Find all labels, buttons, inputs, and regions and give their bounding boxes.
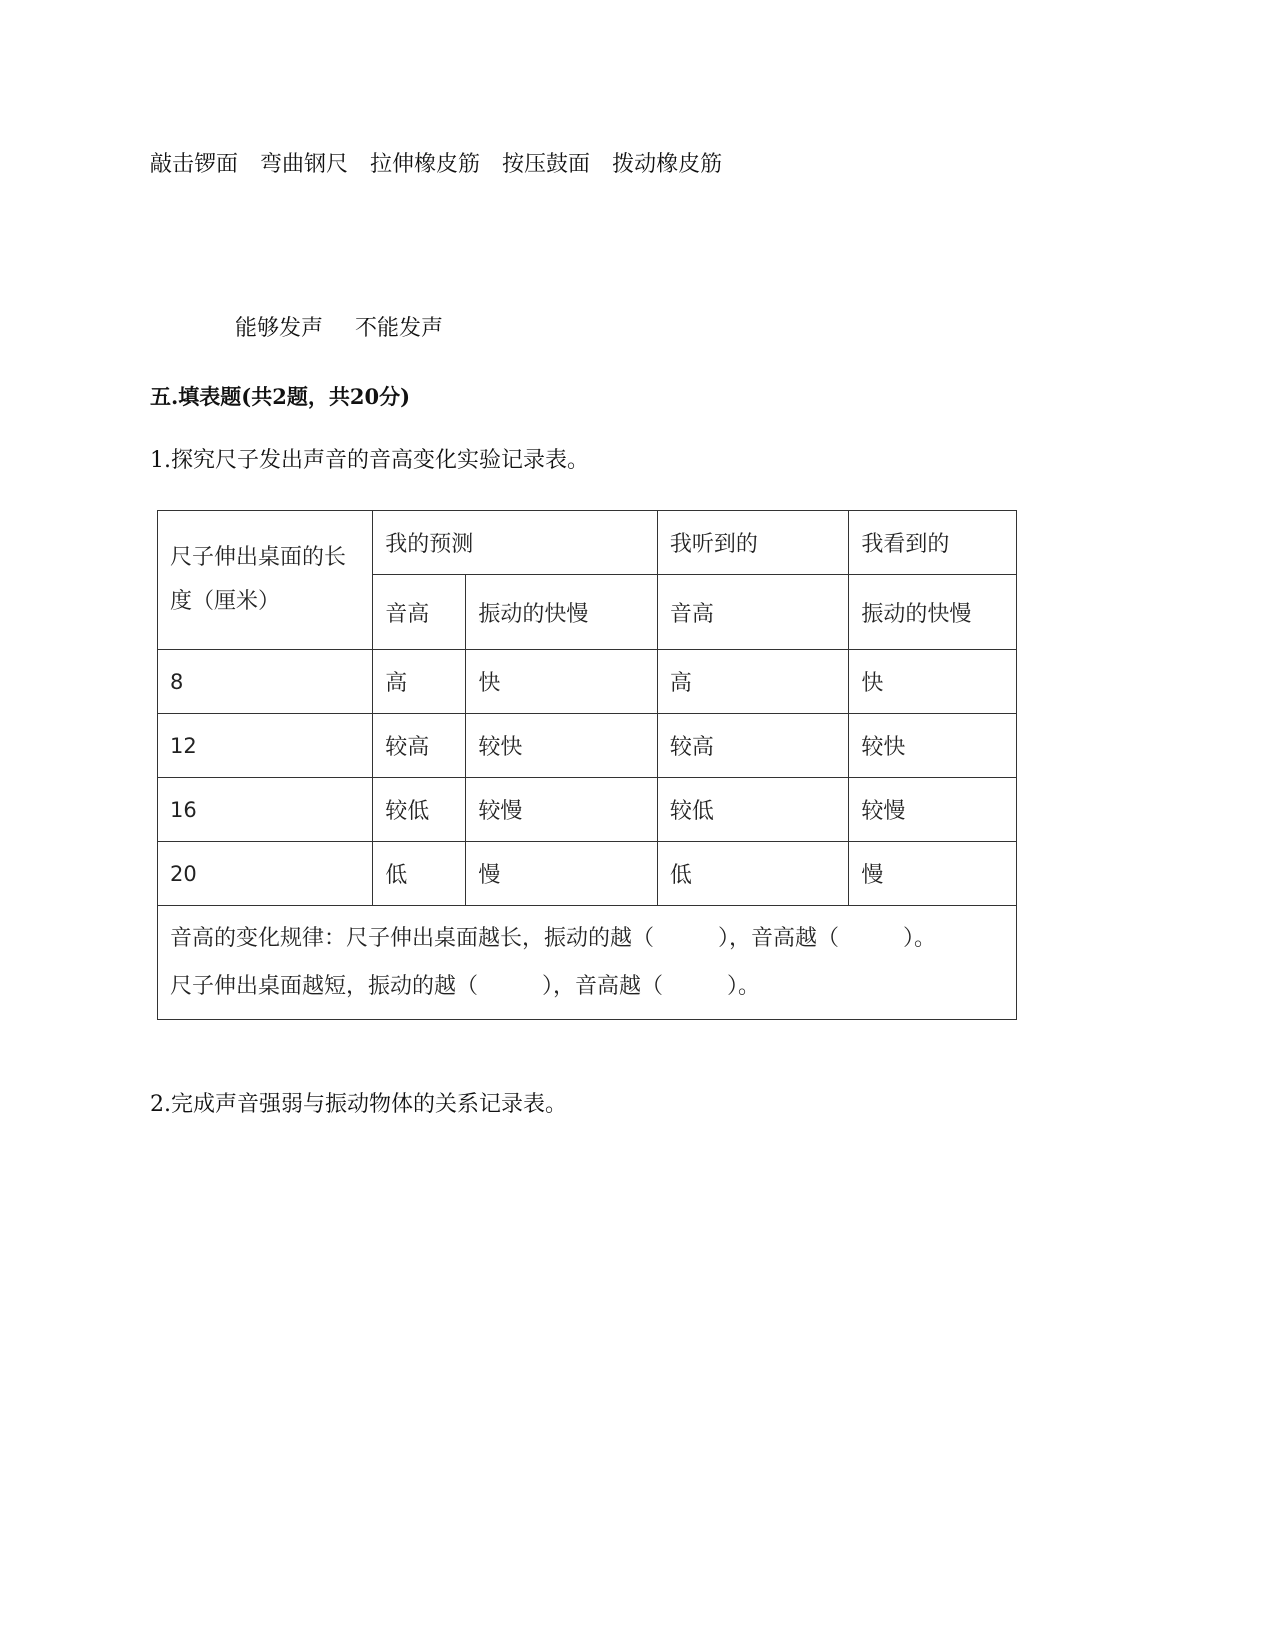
table-row xyxy=(158,650,1017,714)
section-heading: 五.填表题(共2题，共20分) xyxy=(150,384,411,409)
item-2: 弯曲钢尺 xyxy=(260,152,349,177)
pitch-rule-cell xyxy=(158,906,1017,1020)
subheader-vibration: 振动的快慢 xyxy=(466,575,657,650)
heard-pitch-cell: 较低 xyxy=(657,778,848,842)
seen-vibration-cell: 较快 xyxy=(849,714,1017,778)
seen-vibration-cell: 快 xyxy=(849,650,1017,714)
length-cell: 20 xyxy=(158,842,373,906)
pred-pitch-cell: 高 xyxy=(373,650,466,714)
rule-line-1 xyxy=(170,915,1004,963)
table-row xyxy=(158,778,1017,842)
items-row xyxy=(150,150,744,180)
seen-vibration-cell: 慢 xyxy=(849,842,1017,906)
pred-pitch-cell: 较低 xyxy=(373,778,466,842)
item-4: 按压鼓面 xyxy=(502,152,591,177)
table-row xyxy=(158,714,1017,778)
row-header-cell xyxy=(158,511,373,650)
question-1-text: 1.探究尺子发出声音的音高变化实验记录表。 xyxy=(150,448,589,473)
item-1: 敲击锣面 xyxy=(150,152,239,177)
rule-line-1-part-a: 音高的变化规律：尺子伸出桌面越长，振动的越（ xyxy=(170,925,655,951)
heard-pitch-cell: 低 xyxy=(657,842,848,906)
heard-pitch-cell: 较高 xyxy=(657,714,848,778)
rule-line-2-part-c: ）。 xyxy=(727,973,761,999)
answer-options-row xyxy=(235,314,475,344)
rule-line-1-part-c: ）。 xyxy=(903,925,937,951)
rule-line-2-part-a: 尺子伸出桌面越短，振动的越（ xyxy=(170,973,479,999)
subheader-pitch: 音高 xyxy=(373,575,466,650)
pred-vibration-cell: 较快 xyxy=(466,714,657,778)
item-5: 拨动橡皮筋 xyxy=(612,152,723,177)
header-seen: 我看到的 xyxy=(849,511,1017,575)
subheader-pitch-heard: 音高 xyxy=(657,575,848,650)
pred-vibration-cell: 快 xyxy=(466,650,657,714)
row-header-label: 尺子伸出桌面的长度（厘米） xyxy=(170,545,347,614)
question-2-text: 2.完成声音强弱与振动物体的关系记录表。 xyxy=(150,1092,567,1117)
seen-vibration-cell: 较慢 xyxy=(849,778,1017,842)
pred-pitch-cell: 低 xyxy=(373,842,466,906)
header-prediction: 我的预测 xyxy=(373,511,658,575)
answer-option-cannot-sound: 不能发声 xyxy=(355,316,444,341)
header-heard: 我听到的 xyxy=(657,511,848,575)
length-cell: 8 xyxy=(158,650,373,714)
rule-line-1-part-b: ），音高越（ xyxy=(718,925,840,951)
answer-option-can-sound: 能够发声 xyxy=(235,316,324,341)
pred-vibration-cell: 慢 xyxy=(466,842,657,906)
length-cell: 12 xyxy=(158,714,373,778)
table-row xyxy=(158,842,1017,906)
pred-pitch-cell: 较高 xyxy=(373,714,466,778)
item-3: 拉伸橡皮筋 xyxy=(370,152,481,177)
pred-vibration-cell: 较慢 xyxy=(466,778,657,842)
heard-pitch-cell: 高 xyxy=(657,650,848,714)
pitch-record-table xyxy=(157,510,1017,1020)
rule-line-2 xyxy=(170,963,1004,1011)
length-cell: 16 xyxy=(158,778,373,842)
rule-line-2-part-b: ），音高越（ xyxy=(542,973,664,999)
subheader-vibration-seen: 振动的快慢 xyxy=(849,575,1017,650)
